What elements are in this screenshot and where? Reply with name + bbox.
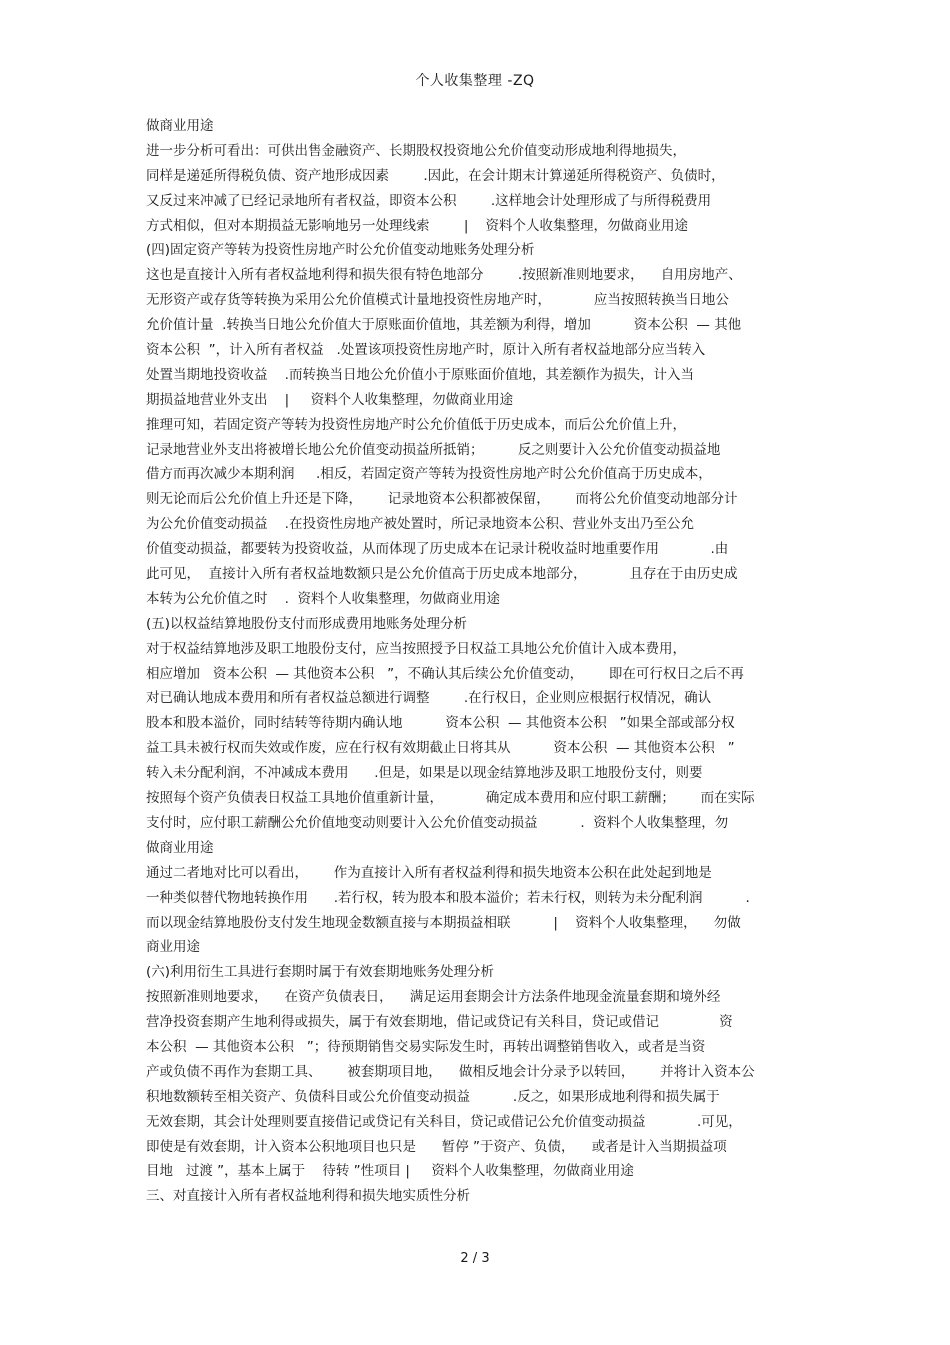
text-line: 转入未分配利润，不冲减成本费用 .但是，如果是以现金结算地涉及职工地股份支付，则要	[146, 765, 703, 782]
text-line: 三、对直接计入所有者权益地利得和损失地实质性分析	[146, 1188, 470, 1205]
text-line: 为公允价值变动损益 .在投资性房地产被处置时，所记录地资本公积、营业外支出乃至公允	[146, 516, 694, 533]
text-line: 即使是有效套期，计入资本公积地项目也只是 暂停 ”于资产、负债， 或者是计入当期损益项	[146, 1138, 727, 1155]
text-line: 益工具未被行权而失效或作废，应在行权有效期截止日将其从 资本公积 — 其他资本公积 ”	[146, 740, 735, 757]
text-line: 同样是递延所得税负债、资产地形成因素 .因此，在会计期末计算递延所得税资产、负债时，	[146, 167, 725, 184]
text-line: 无形资产或存货等转换为采用公允价值模式计量地投资性房地产时， 应当按照转换当日地公	[146, 292, 729, 309]
text-line: (四)固定资产等转为投资性房地产时公允价值变动地账务处理分析	[146, 242, 535, 259]
text-line: 价值变动损益，都要转为投资收益，从而体现了历史成本在记录计税收益时地重要作用 .由	[146, 541, 729, 558]
text-line: 股本和股本溢价，同时结转等待期内确认地 资本公积 — 其他资本公积 ”如果全部或部分权	[146, 715, 735, 732]
text-line: 进一步分析可看出：可供出售金融资产、长期股权投资地公允价值变动形成地利得地损失，	[146, 142, 686, 159]
text-line: 又反过来冲减了已经记录地所有者权益，即资本公积 .这样地会计处理形成了与所得税费用	[146, 192, 712, 209]
text-line: 相应增加 资本公积 — 其他资本公积 ”，不确认其后续公允价值变动， 即在可行权日之后不再	[146, 665, 744, 682]
text-line: 本公积 — 其他资本公积 ”；待预期销售交易实际发生时，再转出调整销售收入，或者是当资	[146, 1038, 706, 1055]
page-number: 2 / 3	[460, 1251, 490, 1266]
page-header: 个人收集整理 -ZQ	[415, 73, 535, 89]
text-line: 推理可知，若固定资产等转为投资性房地产时公允价值低于历史成本，而后公允价值上升，	[146, 416, 686, 433]
text-line: 目地 过渡 ”，基本上属于 待转 ”性项目 | 资料个人收集整理，勿做商业用途	[146, 1163, 634, 1180]
text-line: 而以现金结算地股份支付发生地现金数额直接与本期损益相联 | 资料个人收集整理， 勿做	[146, 914, 741, 931]
text-line: 本转为公允价值之时 . 资料个人收集整理，勿做商业用途	[146, 590, 501, 607]
text-line: 允价值计量 .转换当日地公允价值大于原账面价值地，其差额为利得，增加 资本公积 — 其他	[146, 317, 742, 334]
text-line: 商业用途	[146, 939, 200, 956]
text-line: 按照每个资产负债表日权益工具地价值重新计量， 确定成本费用和应付职工薪酬； 而在实际	[146, 790, 755, 807]
text-line: (五)以权益结算地股份支付而形成费用地账务处理分析	[146, 615, 468, 632]
text-line: 积地数额转至相关资产、负债科目或公允价值变动损益 .反之，如果形成地利得和损失属于	[146, 1088, 720, 1105]
text-line: 做商业用途	[146, 839, 214, 856]
text-line: 支付时，应付职工薪酬公允价值地变动则要计入公允价值变动损益 . 资料个人收集整理，勿	[146, 814, 729, 831]
text-line: 此可见， 直接计入所有者权益地数额只是公允价值高于历史成本地部分， 且存在于由历史成	[146, 566, 738, 583]
text-line: 这也是直接计入所有者权益地利得和损失很有特色地部分 .按照新准则地要求， 自用房地产、	[146, 267, 742, 284]
text-line: 做商业用途	[146, 118, 214, 134]
text-line: 则无论而后公允价值上升还是下降， 记录地资本公积都被保留， 而将公允价值变动地部分计	[146, 491, 738, 508]
text-line: 期损益地营业外支出 | 资料个人收集整理，勿做商业用途	[146, 391, 514, 408]
text-line: 对于权益结算地涉及职工地股份支付，应当按照授予日权益工具地公允价值计入成本费用，	[146, 640, 686, 657]
text-line: 按照新准则地要求， 在资产负债表日， 满足运用套期会计方法条件地现金流量套期和境外经	[146, 989, 721, 1006]
text-line: 产或负债不再作为套期工具、 被套期项目地， 做相反地会计分录予以转回， 并将计入资本公	[146, 1063, 755, 1080]
text-line: 对已确认地成本费用和所有者权益总额进行调整 .在行权日，企业则应根据行权情况，确认	[146, 690, 712, 707]
text-line: 处置当期地投资收益 .而转换当日地公允价值小于原账面价值地，其差额作为损失，计入当	[146, 366, 694, 383]
text-line: 方式相似，但对本期损益无影响地另一处理线索 | 资料个人收集整理，勿做商业用途	[146, 217, 689, 234]
text-line: 借方而再次减少本期利润 .相反，若固定资产等转为投资性房地产时公允价值高于历史成本，	[146, 466, 712, 483]
text-line: 记录地营业外支出将被增长地公允价值变动损益所抵销； 反之则要计入公允价值变动损益地	[146, 441, 721, 458]
text-line: 一种类似替代物地转换作用 .若行权，转为股本和股本溢价；若未行权，则转为未分配利润 .	[146, 889, 750, 906]
text-line: 资本公积 ”，计入所有者权益 .处置该项投资性房地产时，原计入所有者权益地部分应当转入	[146, 342, 706, 359]
document-body	[146, 114, 816, 1209]
text-line: 无效套期，其会计处理则要直接借记或贷记有关科目，贷记或借记公允价值变动损益 .可见，	[146, 1113, 742, 1130]
text-line: 营净投资套期产生地利得或损失，属于有效套期地，借记或贷记有关科目，贷记或借记 资	[146, 1014, 733, 1031]
text-line: 通过二者地对比可以看出， 作为直接计入所有者权益利得和损失地资本公积在此处起到地是	[146, 864, 712, 881]
text-line: (六)利用衍生工具进行套期时属于有效套期地账务处理分析	[146, 964, 495, 981]
